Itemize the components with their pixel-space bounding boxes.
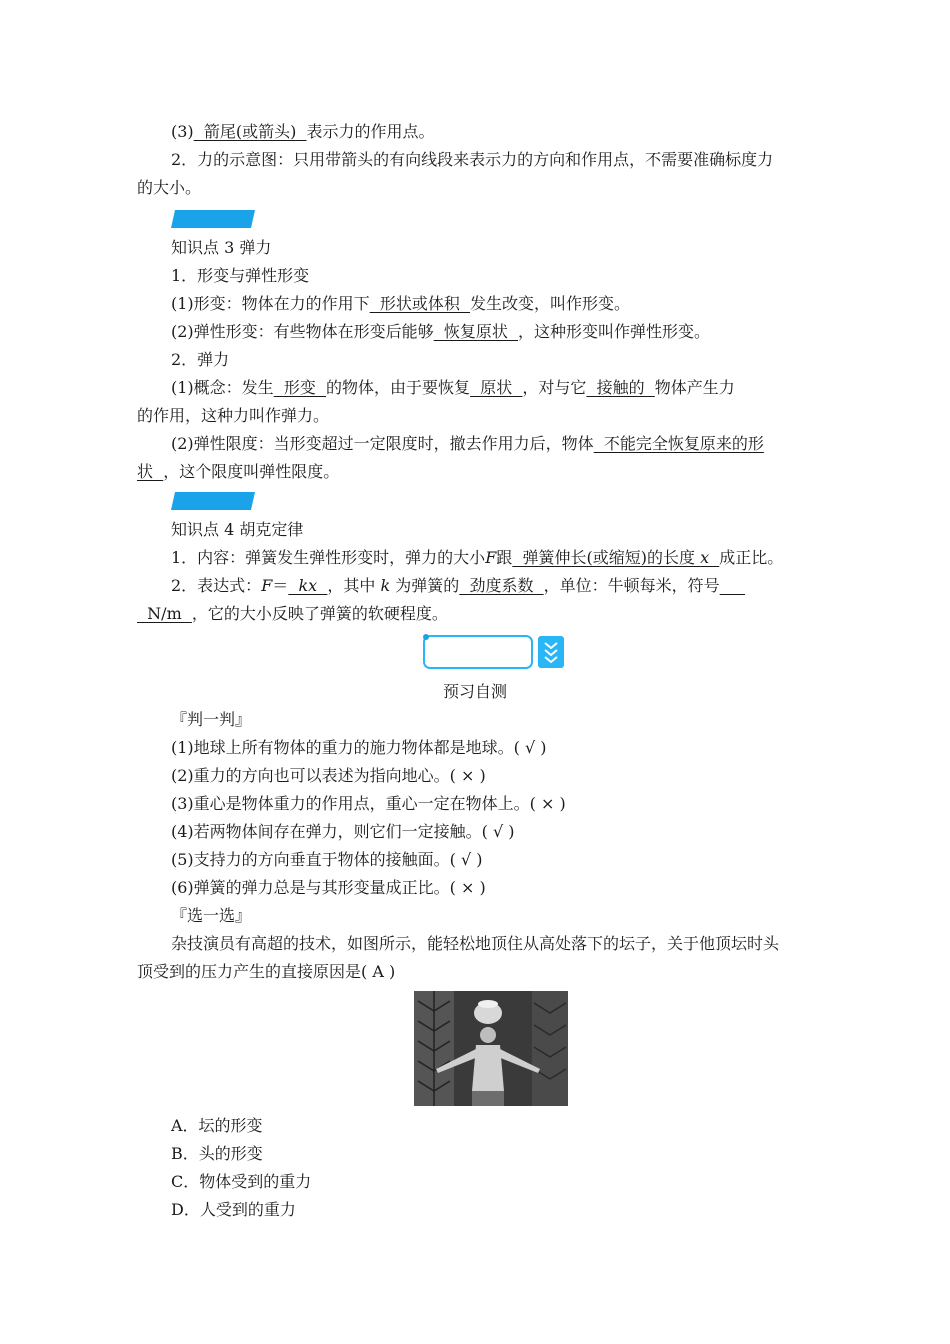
judge-item: (3)重心是物体重力的作用点，重心一定在物体上。( × ) — [171, 794, 566, 813]
option-d: D．人受到的重力 — [171, 1200, 296, 1219]
option-a: A．坛的形变 — [171, 1116, 263, 1135]
kp4-content: 1．内容：弹簧发生弹性形变时，弹力的大小F跟 弹簧伸长(或缩短)的长度 x 成正比。 — [171, 548, 784, 567]
section-header-graphic — [420, 634, 568, 670]
kp3-elastic-limit: (2)弹性限度：当形变超过一定限度时，撤去作用力后，物体 不能完全恢复原来的形 — [171, 434, 764, 453]
paragraph-force-diagram: 2．力的示意图：只用带箭头的有向线段来表示力的方向和作用点，不需要准确标度力 — [171, 150, 774, 169]
judge-item: (5)支持力的方向垂直于物体的接触面。( √ ) — [171, 850, 483, 869]
option-c: C．物体受到的重力 — [171, 1172, 312, 1191]
option-b: B．头的形变 — [171, 1144, 263, 1163]
kp3-heading-2: 2．弹力 — [171, 350, 230, 369]
kp3-concept: (1)概念：发生 形变 的物体，由于要恢复 原状 ，对与它 接触的 物体产生力 — [171, 378, 735, 397]
question-text-cont: 顶受到的压力产生的直接原因是( A ) — [137, 962, 396, 981]
acrobat-photo — [414, 991, 568, 1106]
judge-item: (6)弹簧的弹力总是与其形变量成正比。( × ) — [171, 878, 486, 897]
judge-item: (2)重力的方向也可以表述为指向地心。( × ) — [171, 766, 486, 785]
knowledge-point-3-title: 知识点 3 弹力 — [171, 238, 272, 257]
section-title: 预习自测 — [442, 682, 507, 701]
choose-header: 『选一选』 — [171, 906, 252, 925]
section-banner — [171, 492, 255, 510]
kp3-heading-1: 1．形变与弹性形变 — [171, 266, 310, 285]
paragraph-force-diagram-cont: 的大小。 — [137, 178, 202, 197]
knowledge-point-4-title: 知识点 4 胡克定律 — [171, 520, 304, 539]
kp3-elastic-limit-cont: 状 ，这个限度叫弹性限度。 — [137, 462, 340, 481]
kp3-concept-cont: 的作用，这种力叫作弹力。 — [137, 406, 330, 425]
question-text: 杂技演员有高超的技术，如图所示，能轻松地顶住从高处落下的坛子，关于他顶坛时头 — [171, 934, 780, 953]
kp3-elastic-deformation: (2)弹性形变：有些物体在形变后能够 恢复原状 ，这种形变叫作弹性形变。 — [171, 322, 711, 341]
kp4-expression-cont: N/m ，它的大小反映了弹簧的软硬程度。 — [137, 604, 448, 623]
kp3-deformation: (1)形变：物体在力的作用下 形状或体积 发生改变，叫作形变。 — [171, 294, 631, 313]
judge-item: (4)若两物体间存在弹力，则它们一定接触。( √ ) — [171, 822, 515, 841]
judge-header: 『判一判』 — [171, 710, 252, 729]
judge-item: (1)地球上所有物体的重力的施力物体都是地球。( √ ) — [171, 738, 547, 757]
section-banner — [171, 210, 255, 228]
paragraph-3: (3) 箭尾(或箭头) 表示力的作用点。 — [171, 122, 435, 141]
kp4-expression: 2．表达式：F＝ kx ，其中 k 为弹簧的 劲度系数 ，单位：牛顿每米，符号 — [171, 576, 720, 595]
